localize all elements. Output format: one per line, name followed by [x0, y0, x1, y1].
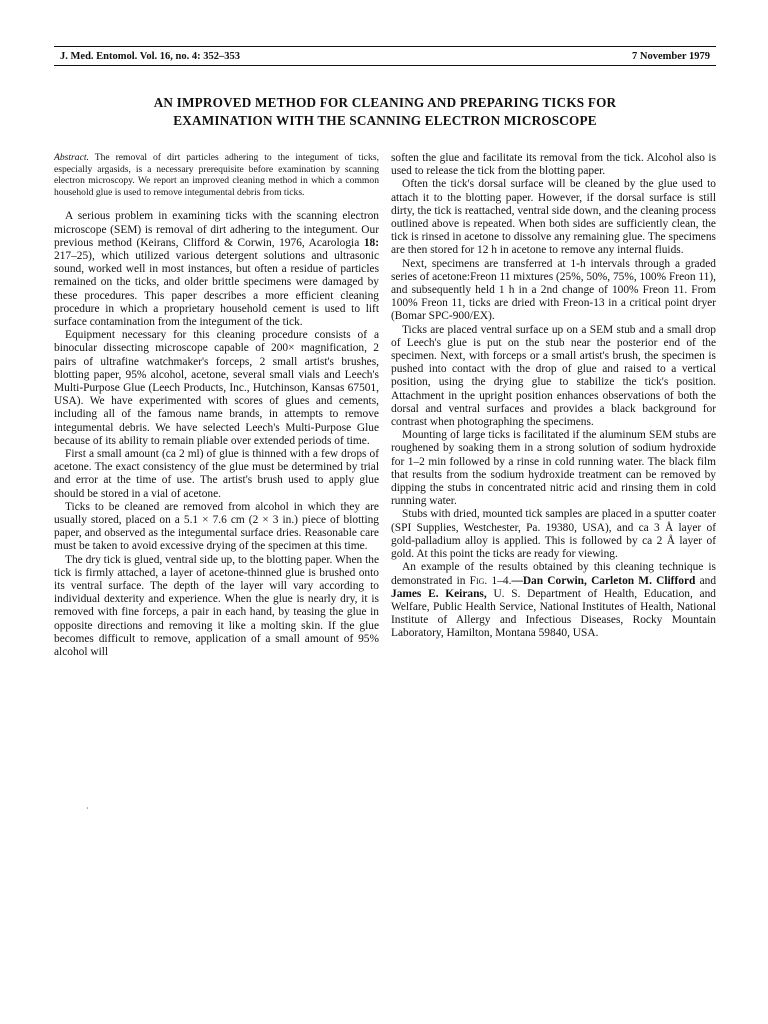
volume-number: 18:	[363, 236, 379, 249]
paragraph-text: 217–25), which utilized various detergent solutions and ultrasonic sound, worked well in most instances, but often a residue of particles remained on the ticks, and older brittle specimens were damaged by these procedures. This paper describes a more efficient cleaning procedure in which a proprietary household cement is used to lift surface contamination from the integument of the tick.	[54, 249, 379, 328]
paragraph: Stubs with dried, mounted tick samples are placed in a sputter coater (SPI Supplies, Westchester, Pa. 19380, USA), and ca 3 Å layer of gold-palladium alloy is applied. This is followed by ca 2 Å layer of gold. At this point the ticks are ready for viewing.	[391, 508, 716, 561]
paragraph-continued: soften the glue and facilitate its removal from the tick. Alcohol also is used to release the tick from the blotting paper.	[391, 152, 716, 178]
journal-citation: J. Med. Entomol. Vol. 16, no. 4: 352–353	[60, 51, 240, 62]
stray-mark: ·	[86, 804, 89, 813]
paragraph: Often the tick's dorsal surface will be cleaned by the glue used to attach it to the blotting paper. However, if the dorsal surface is still dirty, the tick is reattached, ventral side down, and the cleaning process outlined above is repeated. When both sides are sufficiently clean, the tick is rinsed in acetone to dissolve any remaining glue. The specimens are then stored for 12 h in acetone to remove any internal fluids.	[391, 178, 716, 257]
title-line-2: EXAMINATION WITH THE SCANNING ELECTRON MICROSCOPE	[173, 113, 597, 128]
author-name: James E. Keirans,	[391, 587, 487, 600]
paragraph: Next, specimens are transferred at 1-h intervals through a graded series of acetone:Freon 11 mixtures (25%, 50%, 75%, 100% Freon 11), and subsequently held 1 h in a 2nd change of 100% Freon 11. From 100% Freon 11, ticks are dried with Freon-13 in a critical point dryer (Bomar SPC-900/EX).	[391, 257, 716, 323]
paragraph: Mounting of large ticks is facilitated if the aluminum SEM stubs are roughened by soaking them in a strong solution of sodium hydroxide for 1–2 min followed by a rinse in cold running water. The black film that results from the sodium hydroxide treatment can be removed by dipping the stubs in concentrated nitric acid and rinsing them in cold running water.	[391, 429, 716, 508]
article-title	[54, 94, 716, 130]
publication-date: 7 November 1979	[632, 51, 710, 62]
article-page	[54, 46, 716, 659]
right-column	[391, 152, 716, 659]
abstract-text: The removal of dirt particles adhering to the integument of ticks, especially argasids, is a necessary prerequisite before examination by scanning electron microscopy. We report an improved cleaning method in which a common household glue is used to remove integumental debris from ticks.	[54, 152, 379, 198]
left-column	[54, 152, 379, 659]
paragraph: Ticks to be cleaned are removed from alcohol in which they are usually stored, placed on a 5.1 × 7.6 cm (2 × 3 in.) piece of blotting paper, and observed as the integumental surface dries. Reasonable care must be taken to avoid excessive drying of the specimen at this time.	[54, 500, 379, 553]
title-line-1: AN IMPROVED METHOD FOR CLEANING AND PREPARING TICKS FOR	[153, 95, 617, 110]
paragraph	[54, 210, 379, 329]
paragraph: Equipment necessary for this cleaning procedure consists of a binocular dissecting microscope capable of 200× magnification, 2 pairs of ultrafine watchmaker's forceps, 2 small artist's brushes, blotting paper, 95% alcohol, acetone, several small vials and Leech's Multi-Purpose Glue (Leech Products, Inc., Hutchinson, Kansas 67501, USA). We have experimented with scores of glues and cements, including all of the famous name brands, in attempts to remove integumental debris. We have selected Leech's Multi-Purpose Glue because of its ability to remain pliable over extended periods of time.	[54, 329, 379, 447]
figure-reference: Fig. 1–4.	[469, 574, 512, 587]
paragraph: Ticks are placed ventral surface up on a SEM stub and a small drop of Leech's glue is put on the stub near the posterior end of the specimen. Next, with forceps or a small artist's brush, the specimen is pushed into contact with the drop of glue and raised to a vertical position, using the drying glue to stabilize the tick's position. Attachment in the upright position enhances observations of both the dorsal and ventral surfaces and provides a black background for contrast when photographing the specimens.	[391, 323, 716, 429]
abstract	[54, 152, 379, 198]
conjunction: and	[695, 574, 717, 587]
body-columns	[54, 152, 716, 659]
dash: —	[511, 574, 523, 587]
paragraph: The dry tick is glued, ventral side up, to the blotting paper. When the tick is firmly attached, a layer of acetone-thinned glue is brushed onto its ventral surface. The depth of the layer will vary according to individual dexterity and experience. When the glue is nearly dry, it is removed with fine forceps, a pair in each hand, by teasing the glue in opposite directions and removing it like a molting skin. If the glue becomes difficult to remove, application of a small amount of 95% alcohol will	[54, 553, 379, 659]
abstract-label: Abstract.	[54, 152, 89, 163]
author-name: Dan Corwin,	[522, 574, 587, 587]
running-head	[54, 47, 716, 65]
paragraph-text: A serious problem in examining ticks with the scanning electron microscope (SEM) is removal of dirt adhering to the integument. Our previous method (Keirans, Clifford & Corwin, 1976, Acarologia	[54, 210, 379, 249]
author-name: Carleton M. Clifford	[591, 574, 696, 587]
header-rule-bottom	[54, 65, 716, 66]
closing-paragraph	[391, 561, 716, 640]
author-affiliation: U. S. Department of Health, Education, and Welfare, Public Health Service, National Institutes of Health, National Institute of Allergy and Infectious Diseases, Rocky Mountain Laboratory, Hamilton, Montana 59840, USA.	[391, 587, 716, 640]
paragraph: First a small amount (ca 2 ml) of glue is thinned with a few drops of acetone. The exact consistency of the glue must be determined by trial and error at the time of use. The artist's brush used to apply glue should be stored in a vial of acetone.	[54, 448, 379, 500]
paragraph-text: An example of the results obtained by this cleaning technique is demonstrated in	[391, 561, 716, 587]
